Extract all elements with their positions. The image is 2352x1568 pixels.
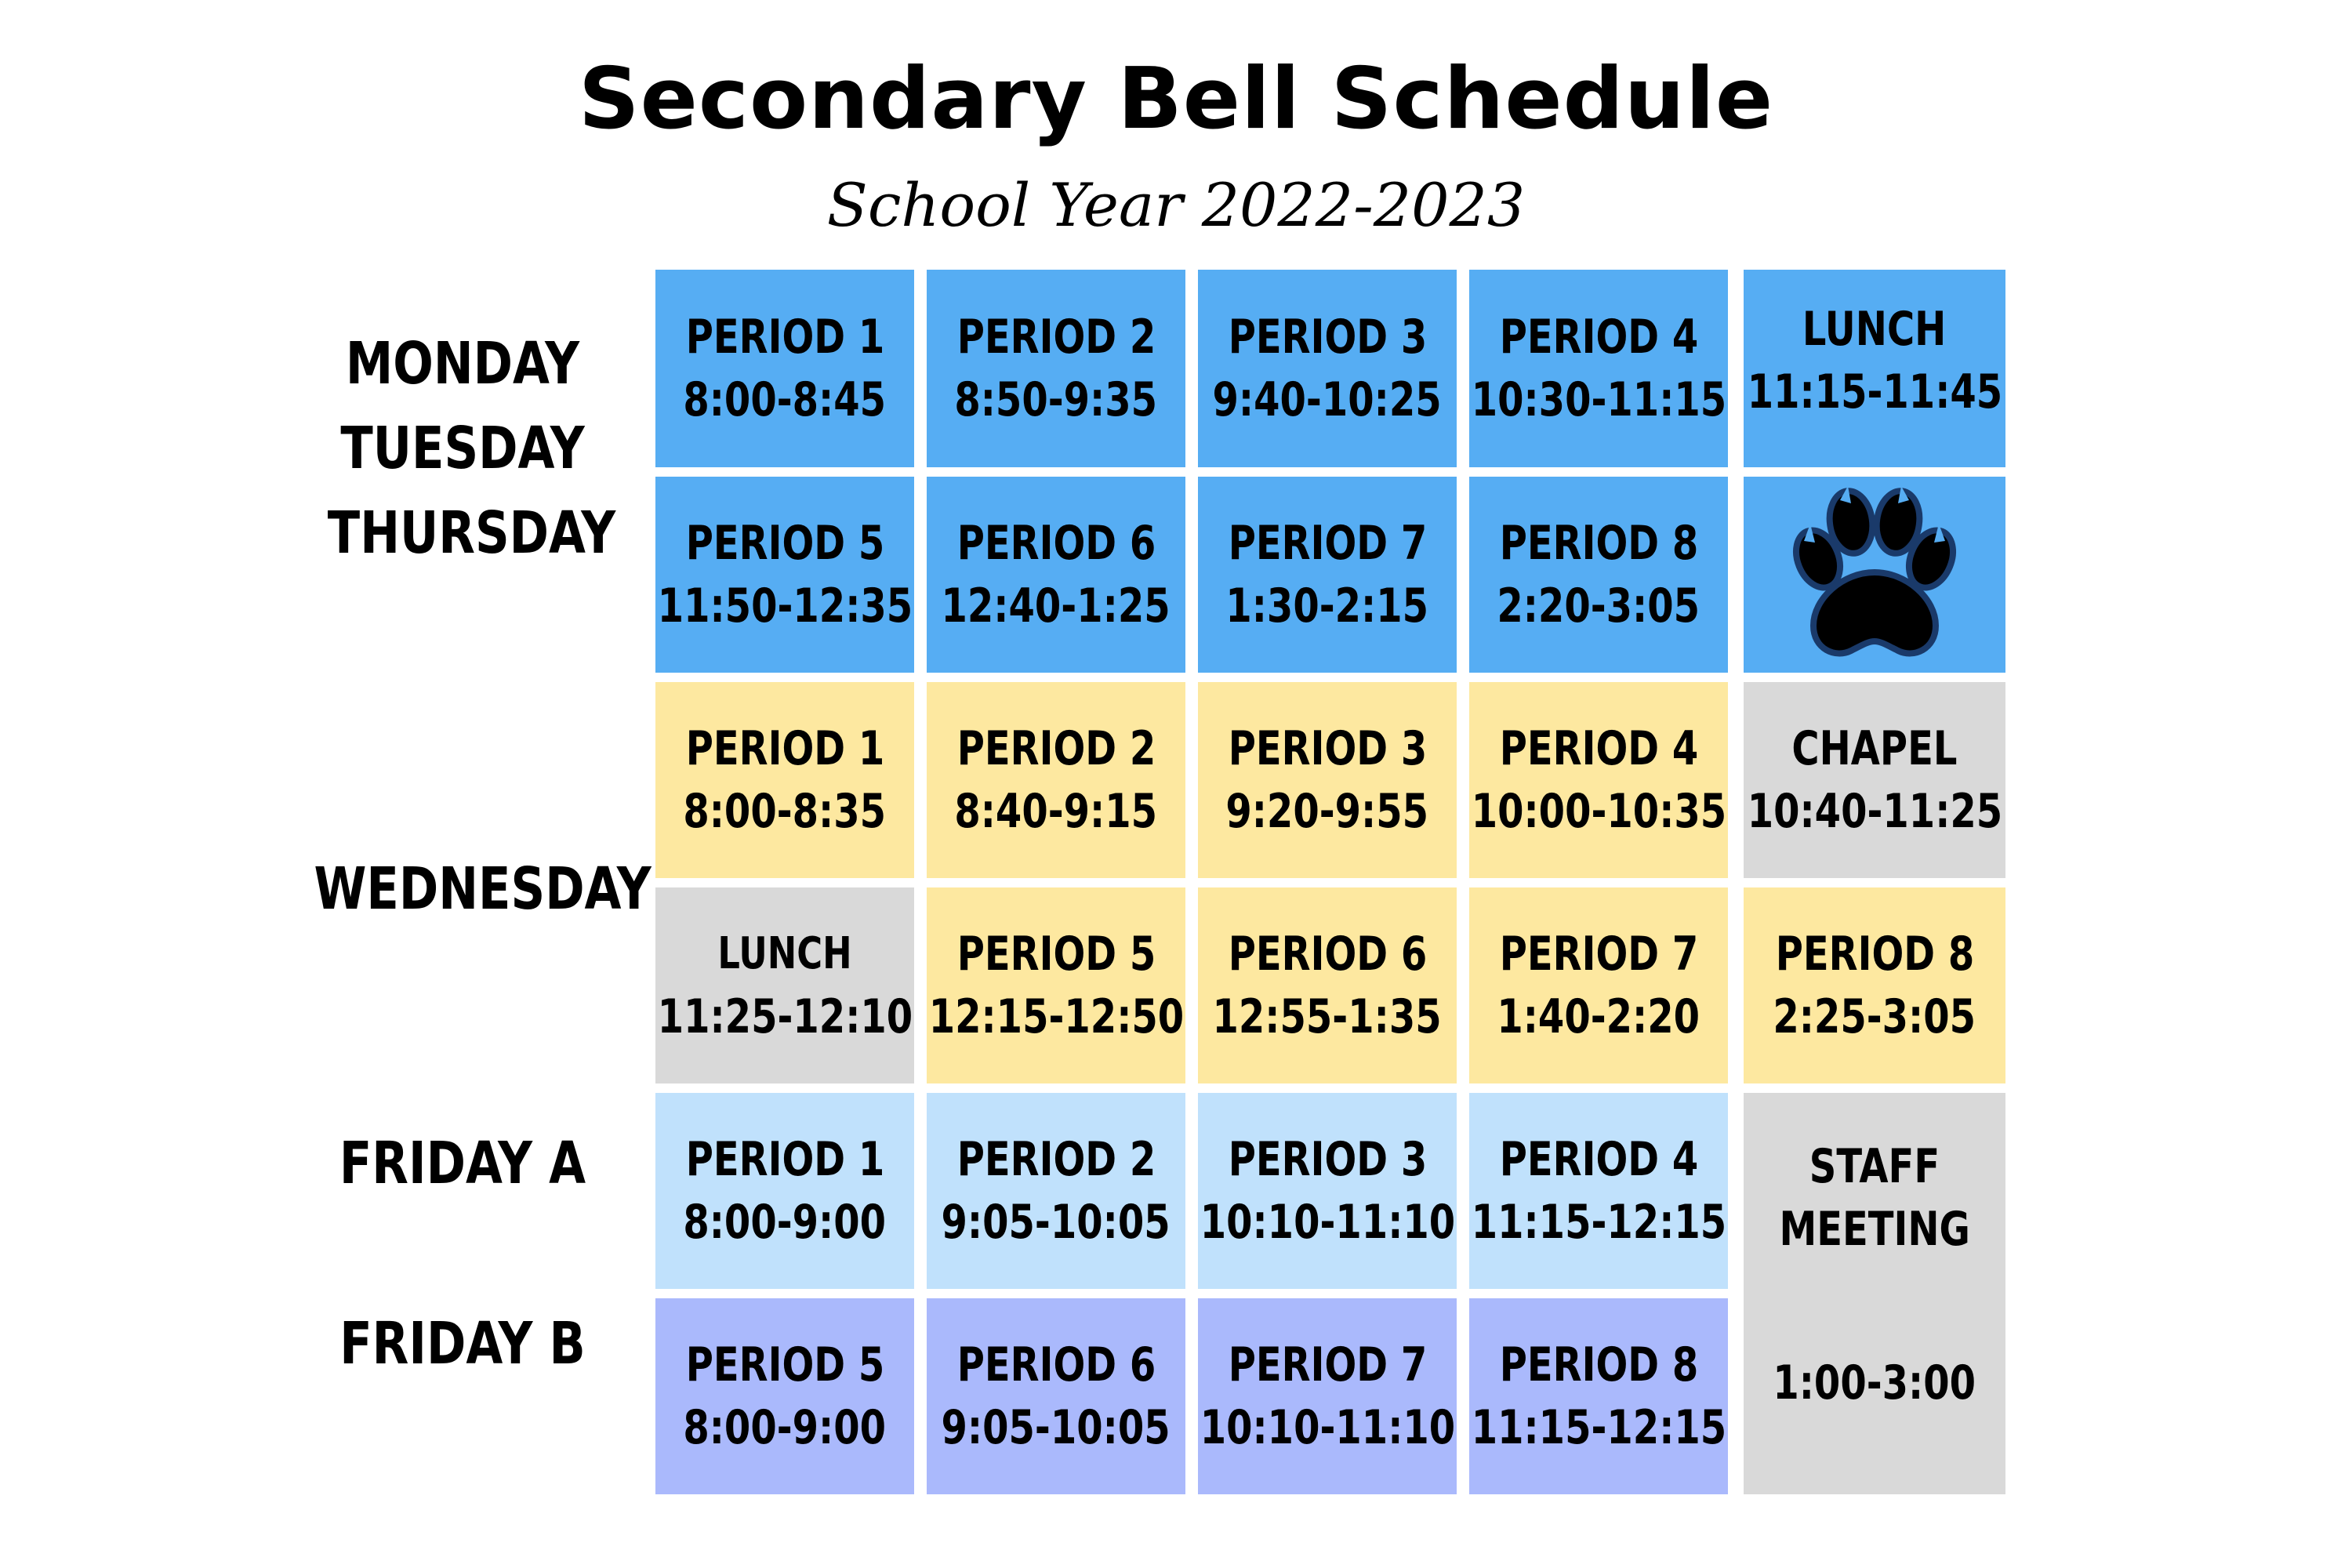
schedule-cell: [927, 682, 1185, 878]
period-time: 10:00-10:35: [1471, 784, 1726, 839]
day-label-friday-b: FRIDAY B: [339, 1310, 586, 1377]
period-name: LUNCH: [1802, 302, 1947, 357]
period-time: 1:40-2:20: [1497, 989, 1700, 1044]
schedule-cell: [927, 887, 1185, 1083]
paw-print-icon: [1788, 485, 1961, 665]
period-time: 8:50-9:35: [954, 372, 1158, 427]
period-name: PERIOD 5: [685, 516, 884, 571]
schedule-cell: [1744, 887, 2005, 1083]
schedule-cell: [927, 1093, 1185, 1289]
schedule-cell: [1469, 477, 1728, 673]
period-name: CHAPEL: [1791, 721, 1958, 776]
period-time: 9:40-10:25: [1212, 372, 1443, 427]
period-name: PERIOD 2: [956, 1132, 1156, 1187]
schedule-cell: [655, 682, 914, 878]
period-time: 11:50-12:35: [657, 579, 913, 633]
period-time: 8:00-9:00: [683, 1400, 887, 1455]
day-label-wednesday: WEDNESDAY: [314, 855, 652, 923]
schedule-cell: [1198, 1298, 1457, 1494]
day-label-monday: MONDAY: [345, 330, 580, 397]
schedule-cell-chapel: [1744, 682, 2005, 878]
day-label-thursday: THURSDAY: [327, 499, 616, 567]
period-time: 1:30-2:15: [1225, 579, 1429, 633]
period-time: 2:25-3:05: [1773, 989, 1976, 1044]
schedule-cell: [927, 477, 1185, 673]
staff-meeting-time: 1:00-3:00: [1773, 1356, 1976, 1410]
period-name: PERIOD 1: [685, 721, 884, 776]
schedule-cell: [1469, 270, 1728, 467]
period-name: PERIOD 6: [1228, 927, 1427, 982]
period-name: PERIOD 8: [1499, 516, 1698, 571]
period-name: PERIOD 8: [1775, 927, 1974, 982]
period-name: PERIOD 3: [1228, 310, 1427, 365]
schedule-cell-staff-meeting: [1744, 1093, 2005, 1494]
period-name: PERIOD 8: [1499, 1338, 1698, 1392]
period-time: 10:10-11:10: [1200, 1400, 1455, 1455]
schedule-cell: [1198, 270, 1457, 467]
day-label-friday-a: FRIDAY A: [339, 1130, 586, 1197]
schedule-cell: [655, 477, 914, 673]
period-time: 8:40-9:15: [954, 784, 1158, 839]
period-name: PERIOD 5: [685, 1338, 884, 1392]
period-time: 8:00-8:35: [683, 784, 887, 839]
period-time: 11:15-12:15: [1471, 1195, 1726, 1250]
staff-meeting-label-line2: MEETING: [1779, 1202, 1970, 1257]
period-name: PERIOD 1: [685, 310, 884, 365]
period-time: 9:20-9:55: [1225, 784, 1429, 839]
period-name: PERIOD 7: [1228, 516, 1427, 571]
schedule-cell: [1469, 1298, 1728, 1494]
page-subtitle: School Year 2022-2023: [826, 170, 1526, 240]
period-name: LUNCH: [717, 928, 852, 979]
schedule-cell: [1198, 477, 1457, 673]
page-title: Secondary Bell Schedule: [578, 50, 1774, 148]
period-time: 11:15-12:15: [1471, 1400, 1726, 1455]
period-time: 12:15-12:50: [928, 989, 1184, 1044]
period-name: PERIOD 1: [685, 1132, 884, 1187]
period-time: 10:10-11:10: [1200, 1195, 1455, 1250]
period-name: PERIOD 3: [1228, 1132, 1427, 1187]
schedule-cell: [1469, 1093, 1728, 1289]
period-time: 10:30-11:15: [1471, 372, 1726, 427]
period-name: PERIOD 2: [956, 721, 1156, 776]
period-time: 12:55-1:35: [1212, 989, 1443, 1044]
schedule-cell: [1198, 887, 1457, 1083]
schedule-cell: [1198, 682, 1457, 878]
period-name: PERIOD 3: [1228, 721, 1427, 776]
schedule-cell: [655, 1298, 914, 1494]
period-time: 11:25-12:10: [657, 989, 913, 1044]
staff-meeting-label-line1: STAFF: [1809, 1139, 1940, 1194]
period-time: 11:15-11:45: [1747, 365, 2002, 419]
day-label-tuesday: TUESDAY: [340, 415, 585, 482]
period-time: 2:20-3:05: [1497, 579, 1700, 633]
schedule-cell: [1469, 887, 1728, 1083]
schedule-cell: [927, 270, 1185, 467]
period-name: PERIOD 2: [956, 310, 1156, 365]
schedule-cell-lunch: [655, 887, 914, 1083]
schedule-cell: [655, 270, 914, 467]
period-name: PERIOD 4: [1499, 721, 1698, 776]
period-time: 9:05-10:05: [941, 1195, 1171, 1250]
schedule-cell: [655, 1093, 914, 1289]
schedule-cell: [1469, 682, 1728, 878]
period-time: 10:40-11:25: [1747, 784, 2002, 839]
schedule-cell-lunch: [1744, 270, 2005, 467]
period-name: PERIOD 6: [956, 516, 1156, 571]
period-time: 8:00-8:45: [683, 372, 887, 427]
schedule-cell: [927, 1298, 1185, 1494]
period-name: PERIOD 7: [1499, 927, 1698, 982]
period-name: PERIOD 4: [1499, 310, 1698, 365]
period-time: 8:00-9:00: [683, 1195, 887, 1250]
period-name: PERIOD 4: [1499, 1132, 1698, 1187]
mascot-cell: [1744, 477, 2005, 673]
schedule-cell: [1198, 1093, 1457, 1289]
period-name: PERIOD 5: [956, 927, 1156, 982]
period-time: 12:40-1:25: [941, 579, 1171, 633]
period-time: 9:05-10:05: [941, 1400, 1171, 1455]
period-name: PERIOD 7: [1228, 1338, 1427, 1392]
period-name: PERIOD 6: [956, 1338, 1156, 1392]
